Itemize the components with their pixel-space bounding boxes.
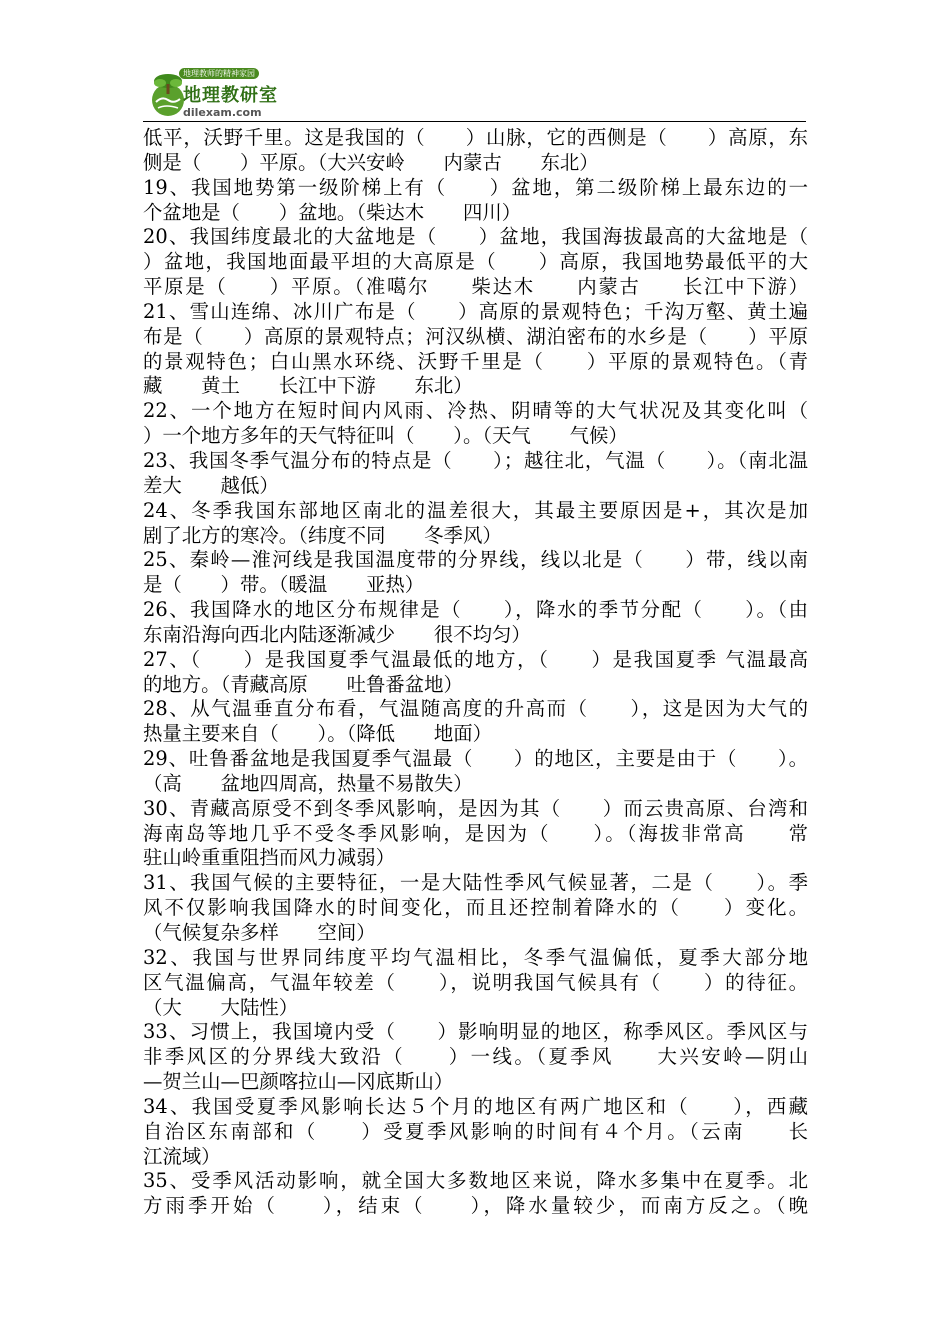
text-line: 热量主要来自（ ）。（降低 地面） <box>143 722 493 746</box>
text-line: 是（ ）带。（暖温 亚热） <box>143 573 425 597</box>
text-line: 29、吐鲁番盆地是我国夏季气温最（ ）的地区，主要是由于（ ）。 <box>143 747 808 771</box>
text-line: 布是（ ）高原的景观特点；河汉纵横、湖泊密布的水乡是（ ）平原 <box>143 324 808 348</box>
text-line: 平原是（ ）平原。（准噶尔 柴达木 内蒙古 长江中下游） <box>143 275 808 299</box>
text-line: 23、我国冬季气温分布的特点是（ ）；越往北，气温（ ）。（南北温 <box>143 448 808 472</box>
text-line: （高 盆地四周高，热量不易散失） <box>143 771 473 795</box>
logo-slogan: 地理教师的精神家园 <box>179 68 259 79</box>
text-line: 33、习惯上，我国境内受（ ）影响明显的地区，称季风区。季风区与 <box>143 1020 808 1044</box>
text-line: 风不仅影响我国降水的时间变化，而且还控制着降水的（ ）变化。 <box>143 896 808 920</box>
text-line: 24、冬季我国东部地区南北的温差很大，其最主要原因是+，其次是加 <box>143 498 808 522</box>
text-line: 35、受季风活动影响，就全国大多数地区来说，降水多集中在夏季。北 <box>143 1169 808 1193</box>
text-line: 区气温偏高，气温年较差（ ），说明我国气候具有（ ）的待征。 <box>143 970 808 994</box>
text-line: 藏 黄土 长江中下游 东北） <box>143 374 473 398</box>
text-line: （气候复杂多样 空间） <box>143 921 376 944</box>
text-line: 江流域） <box>143 1144 221 1168</box>
text-line: 31、我国气候的主要特征，一是大陆性季风气候显著，二是（ ）。季 <box>143 871 808 895</box>
text-line: 差大 越低） <box>143 473 279 497</box>
text-line: —贺兰山—巴颜喀拉山—冈底斯山） <box>143 1070 454 1094</box>
text-line: 32、我国与世界同纬度平均气温相比，冬季气温偏低，夏季大部分地 <box>143 945 808 969</box>
text-line: 方雨季开始（ ），结束（ ），降水量较少，而南方反之。（晚 <box>143 1194 808 1218</box>
text-line: 驻山岭重重阻挡而风力减弱） <box>143 846 396 870</box>
text-line: 东南沿海向西北内陆逐渐减少 很不均匀） <box>143 622 531 646</box>
text-line: 侧是（ ）平原。（大兴安岭 内蒙古 东北） <box>143 150 599 174</box>
text-line: 非季风区的分界线大致沿（ ）一线。（夏季风 大兴安岭—阴山 <box>143 1045 808 1069</box>
text-line: 20、我国纬度最北的大盆地是（ ）盆地，我国海拔最高的大盆地是（ <box>143 225 808 249</box>
text-line: 剧了北方的寒冷。（纬度不同 冬季风） <box>143 523 502 547</box>
document-body <box>143 126 808 1219</box>
text-line: 的地方。（青藏高原 吐鲁番盆地） <box>143 672 463 696</box>
text-line: 的景观特色；白山黑水环绕、沃野千里是（ ）平原的景观特色。（青 <box>143 349 808 373</box>
text-line: ）一个地方多年的天气特征叫（ ）。（天气 气候） <box>143 424 628 448</box>
text-line: 28、从气温垂直分布看，气温随高度的升高而（ ），这是因为大气的 <box>143 697 808 721</box>
text-line: 19、我国地势第一级阶梯上有（ ）盆地，第二级阶梯上最东边的一 <box>143 175 808 199</box>
text-line: 海南岛等地几乎不受冬季风影响，是因为（ ）。（海拔非常高 常 <box>143 821 808 845</box>
header-divider <box>143 121 806 122</box>
logo-url[interactable]: dilexam.com <box>183 106 262 119</box>
text-line: 30、青藏高原受不到冬季风影响，是因为其（ ）而云贵高原、台湾和 <box>143 796 808 820</box>
logo-name: 地理教研室 <box>183 85 278 106</box>
text-line: 27、（ ）是我国夏季气温最低的地方，（ ）是我国夏季 气温最高 <box>143 647 808 671</box>
text-line: 低平，沃野千里。这是我国的（ ）山脉，它的西侧是（ ）高原，东 <box>143 126 808 149</box>
text-line: 21、雪山连绵、冰川广布是（ ）高原的景观特色；千沟万壑、黄土遍 <box>143 299 808 323</box>
text-line: 34、我国受夏季风影响长达５个月的地区有两广地区和（ ），西藏 <box>143 1094 808 1118</box>
text-line: 22、一个地方在短时间内风雨、冷热、阴晴等的大气状况及其变化叫（ <box>143 399 808 423</box>
text-line: 个盆地是（ ）盆地。（柴达木 四川） <box>143 200 522 224</box>
text-line: ）盆地，我国地面最平坦的大高原是（ ）高原，我国地势最低平的大 <box>143 250 808 274</box>
text-line: 25、秦岭—淮河线是我国温度带的分界线，线以北是（ ）带，线以南 <box>143 548 808 572</box>
site-logo[interactable] <box>143 66 283 122</box>
text-line: （大 大陆性） <box>143 995 299 1019</box>
text-line: 26、我国降水的地区分布规律是（ ），降水的季节分配（ ）。（由 <box>143 598 808 622</box>
text-line: 自治区东南部和（ ）受夏季风影响的时间有４个月。（云南 长 <box>143 1119 808 1143</box>
